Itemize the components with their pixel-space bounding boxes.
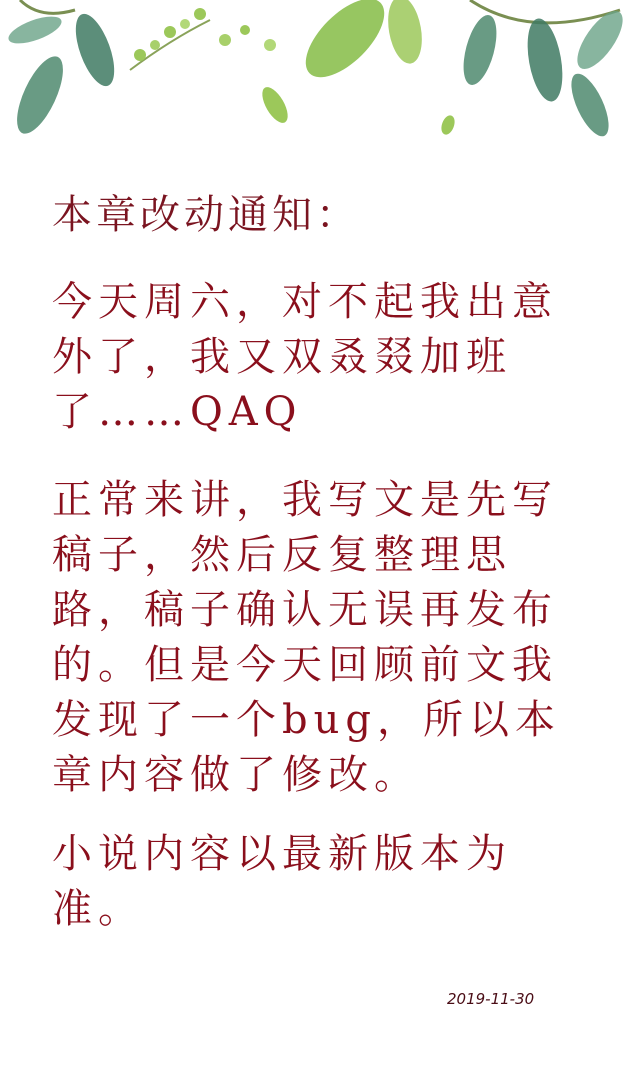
notice-paragraph-1: 今天周六，对不起我出意外了，我又双叒叕加班了……QAQ (52, 279, 558, 435)
leaf-icon (293, 0, 398, 90)
leaf-icon (257, 83, 293, 127)
leaf-icon (564, 69, 616, 142)
leaf-icon (439, 114, 457, 137)
notice-title: 本章改动通知： (52, 192, 360, 238)
leaf-icon (383, 0, 426, 66)
notice-paragraph-3: 小说内容以最新版本为准。 (52, 831, 512, 932)
notice-paragraph-2: 正常来讲，我写文是先写稿子，然后反复整理思路，稿子确认无误再发布的。但是今天回顾前文我发现了一个bug，所以本章内容做了修改。 (52, 477, 561, 798)
leaf-icon (5, 11, 64, 49)
leaf-icon (522, 16, 568, 104)
leaf-icon (20, 0, 75, 13)
leaf-icon (457, 12, 503, 89)
notice-date: 2019-11-30 (447, 990, 535, 1008)
leaf-decoration (0, 0, 640, 150)
leaf-icon (8, 50, 73, 140)
leaf-icon (68, 9, 122, 91)
